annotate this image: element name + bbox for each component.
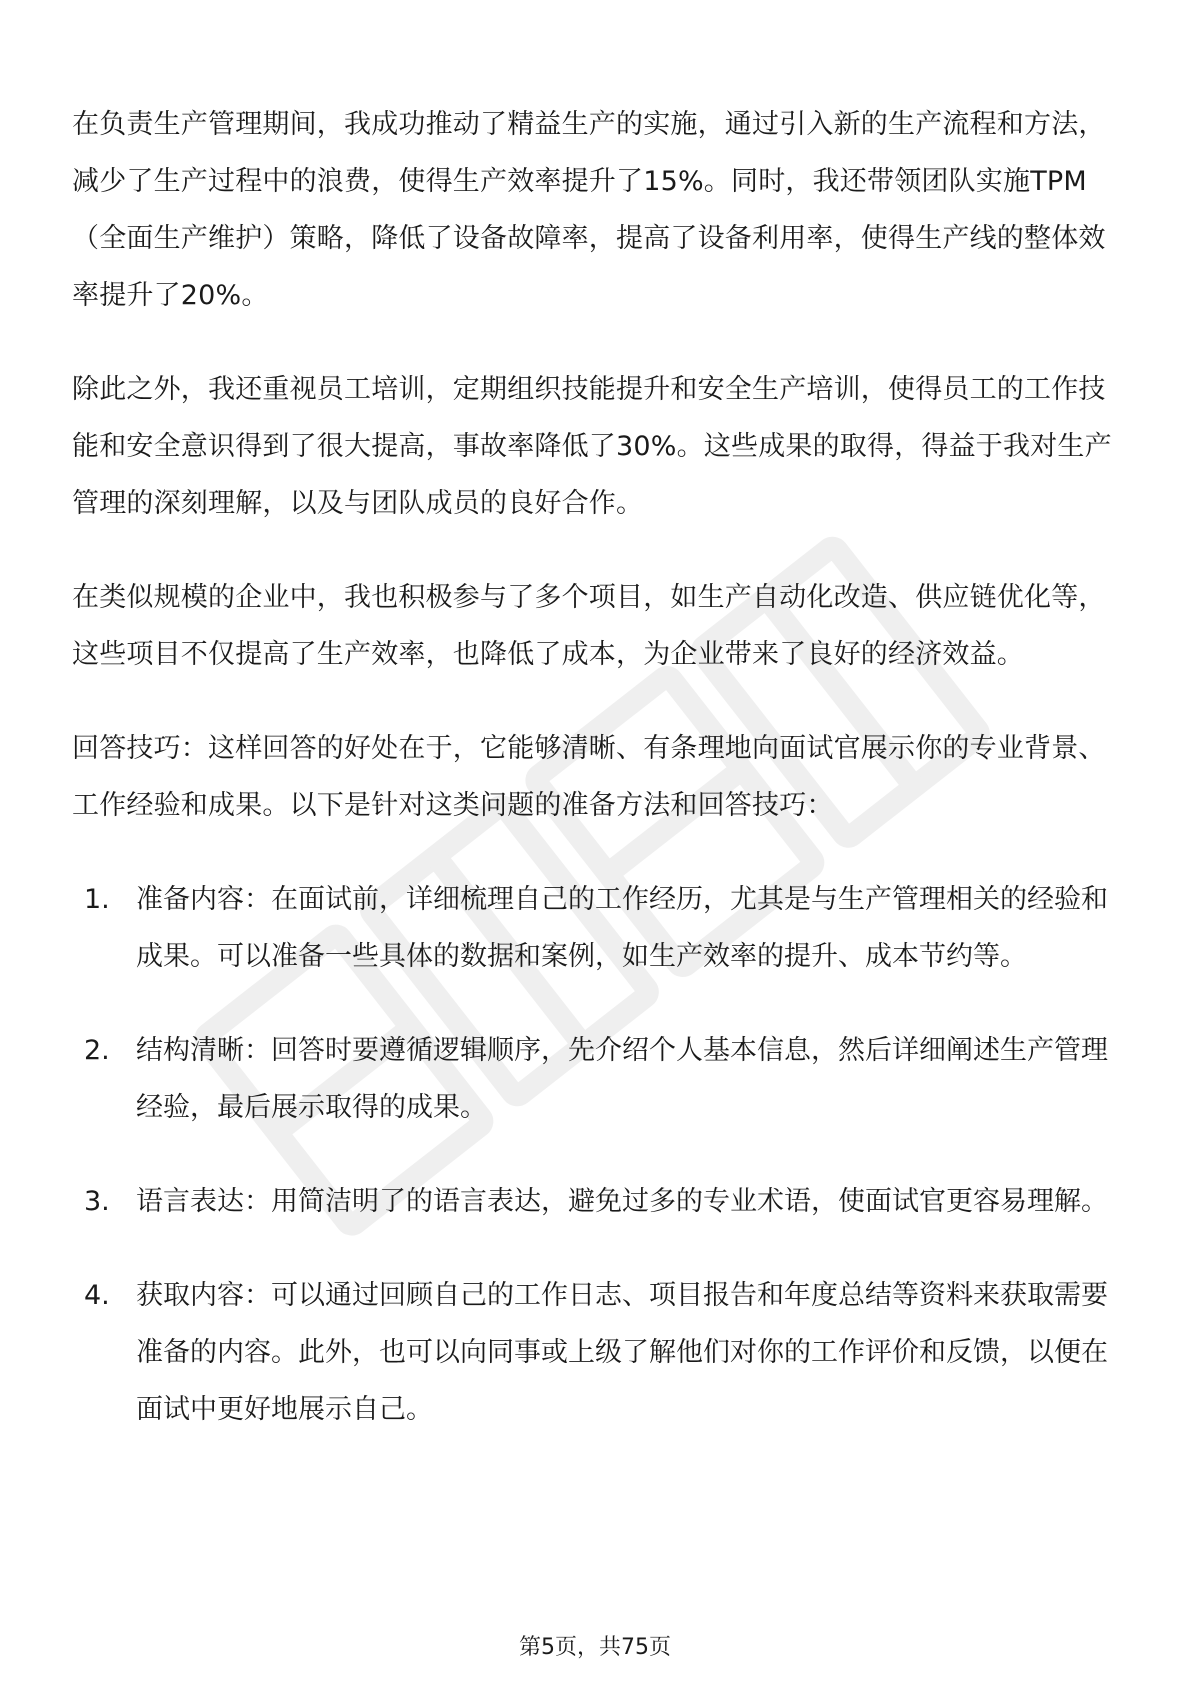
paragraph: 在负责生产管理期间，我成功推动了精益生产的实施，通过引入新的生产流程和方法，减少了生产过程中的浪费，使得生产效率提升了15%。同时，我还带领团队实施TPM（全面生产维护）策略，降低了设备故障率，提高了设备利用率，使得生产线的整体效率提升了20%。 <box>72 109 1106 311</box>
paragraph: 回答技巧：这样回答的好处在于，它能够清晰、有条理地向面试官展示你的专业背景、工作经验和成果。以下是针对这类问题的准备方法和回答技巧： <box>72 733 1106 821</box>
list-number: 4. <box>84 1280 110 1311</box>
page-number: 第5页，共75页 <box>519 1635 671 1660</box>
document-body <box>72 96 1122 1475</box>
page-footer <box>0 1633 1190 1663</box>
tips-list <box>72 871 1122 1438</box>
list-text: 结构清晰：回答时要遵循逻辑顺序，先介绍个人基本信息，然后详细阐述生产管理经验，最后展示取得的成果。 <box>136 1035 1108 1123</box>
list-item <box>72 1173 1122 1230</box>
list-number: 1. <box>84 884 110 915</box>
list-item <box>72 1267 1122 1438</box>
list-text: 语言表达：用简洁明了的语言表达，避免过多的专业术语，使面试官更容易理解。 <box>136 1186 1108 1217</box>
list-text: 准备内容：在面试前，详细梳理自己的工作经历，尤其是与生产管理相关的经验和成果。可以准备一些具体的数据和案例，如生产效率的提升、成本节约等。 <box>136 884 1108 972</box>
list-item <box>72 871 1122 985</box>
list-number: 3. <box>84 1186 110 1217</box>
list-item <box>72 1022 1122 1136</box>
list-number: 2. <box>84 1035 110 1066</box>
paragraph: 在类似规模的企业中，我也积极参与了多个项目，如生产自动化改造、供应链优化等，这些项目不仅提高了生产效率，也降低了成本，为企业带来了良好的经济效益。 <box>72 582 1106 670</box>
paragraph: 除此之外，我还重视员工培训，定期组织技能提升和安全生产培训，使得员工的工作技能和安全意识得到了很大提高，事故率降低了30%。这些成果的取得，得益于我对生产管理的深刻理解，以及与团队成员的良好合作。 <box>72 374 1112 519</box>
list-text: 获取内容：可以通过回顾自己的工作日志、项目报告和年度总结等资料来获取需要准备的内容。此外，也可以向同事或上级了解他们对你的工作评价和反馈，以便在面试中更好地展示自己。 <box>136 1280 1108 1425</box>
